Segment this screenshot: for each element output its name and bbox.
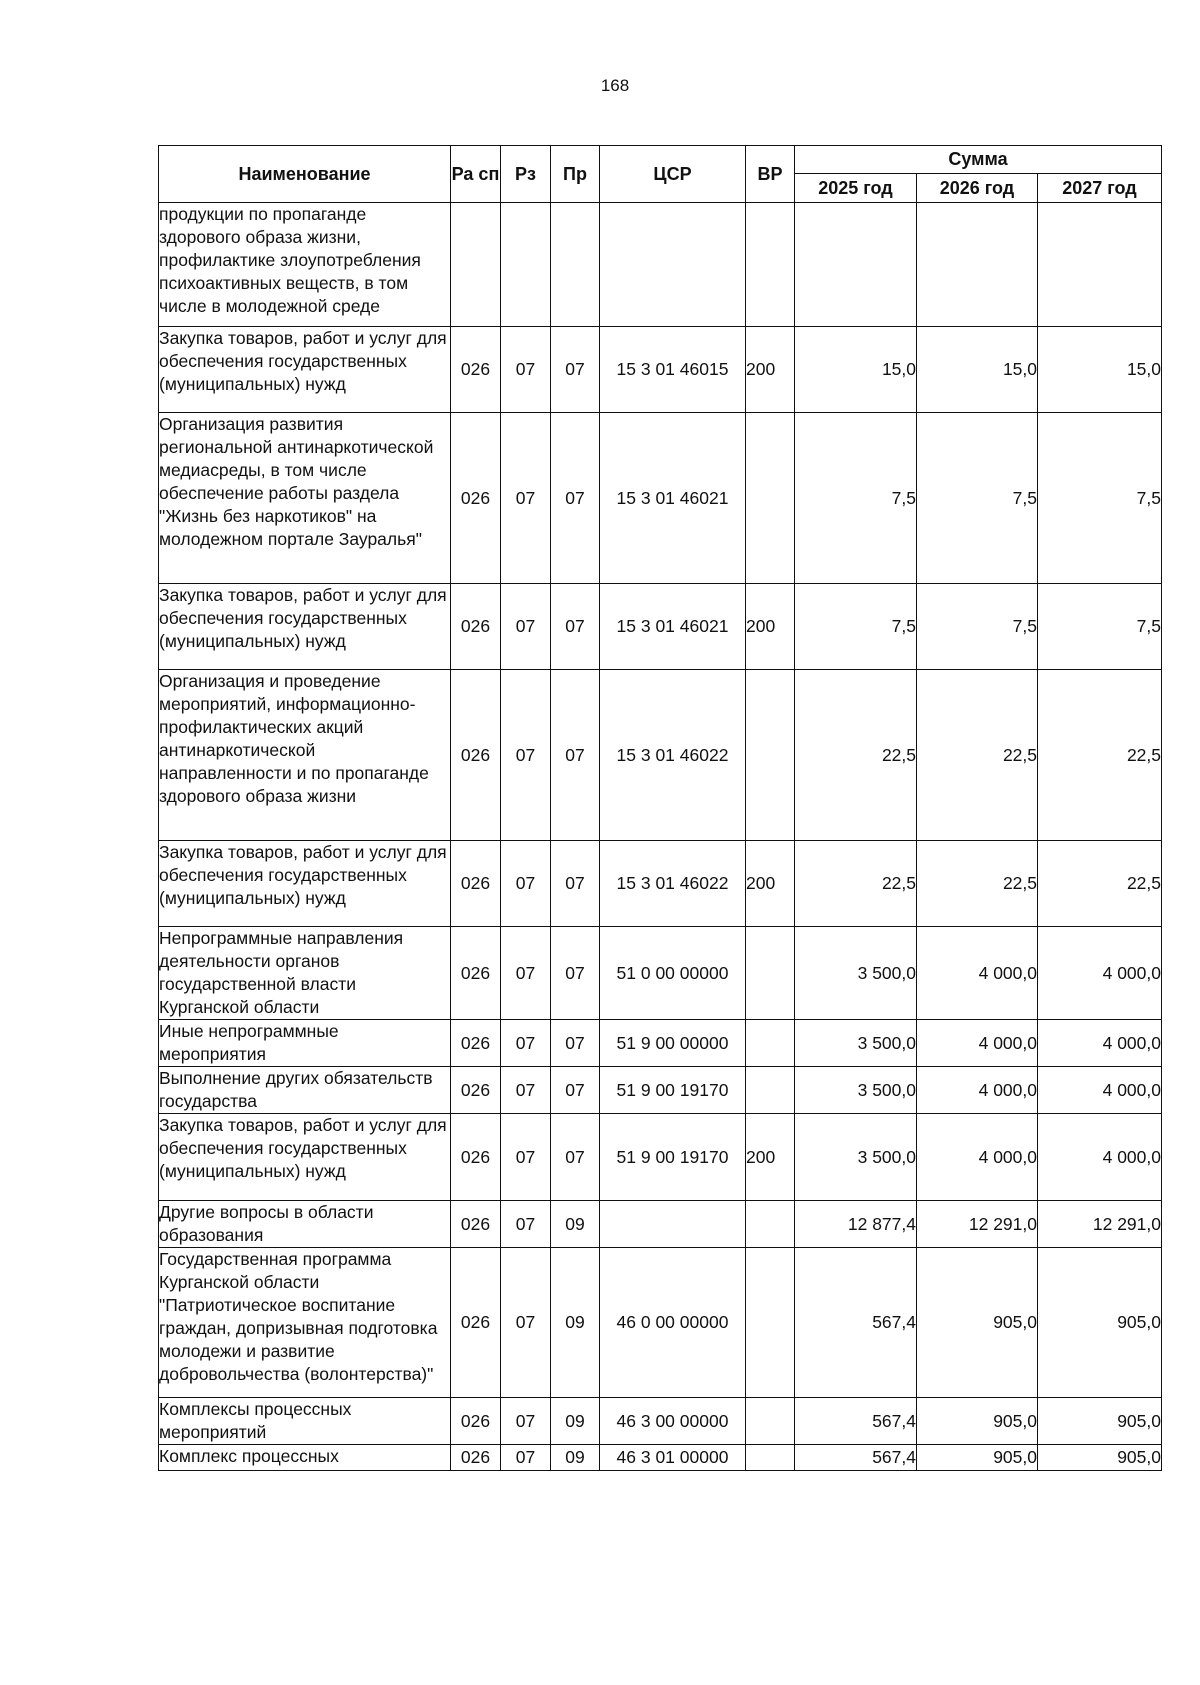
- cell-name: Закупка товаров, работ и услуг для обеспечения государственных (муниципальных) нужд: [159, 841, 451, 927]
- cell-amount-2026: 4 000,0: [917, 1114, 1038, 1201]
- cell-amount-2025: 22,5: [795, 841, 917, 927]
- cell-amount-2025: [795, 203, 917, 327]
- cell-amount-2025: 12 877,4: [795, 1201, 917, 1248]
- cell-csr: 51 9 00 19170: [600, 1114, 746, 1201]
- cell-rz: 07: [501, 413, 551, 584]
- cell-pr: 07: [551, 1067, 600, 1114]
- cell-amount-2027: 4 000,0: [1038, 927, 1162, 1020]
- cell-rz: [501, 203, 551, 327]
- cell-name: продукции по пропаганде здорового образа жизни, профилактике злоупотребления психоактивных веществ, в том числе в молодежной среде: [159, 203, 451, 327]
- page-number: 168: [600, 76, 630, 95]
- cell-pr: [551, 203, 600, 327]
- header-rz: Рз: [501, 146, 551, 203]
- cell-rz: 07: [501, 1020, 551, 1067]
- cell-vr: [746, 203, 795, 327]
- cell-vr: [746, 1067, 795, 1114]
- cell-amount-2026: 7,5: [917, 413, 1038, 584]
- cell-amount-2027: [1038, 203, 1162, 327]
- cell-vr: [746, 1020, 795, 1067]
- cell-csr: 46 0 00 00000: [600, 1248, 746, 1398]
- cell-rasp: 026: [451, 927, 501, 1020]
- cell-csr: 46 3 01 00000: [600, 1445, 746, 1471]
- budget-table: [158, 145, 1162, 1471]
- cell-rz: 07: [501, 327, 551, 413]
- cell-rz: 07: [501, 1248, 551, 1398]
- cell-csr: 15 3 01 46021: [600, 584, 746, 670]
- cell-name: Закупка товаров, работ и услуг для обеспечения государственных (муниципальных) нужд: [159, 1114, 451, 1201]
- cell-csr: 15 3 01 46015: [600, 327, 746, 413]
- cell-vr: [746, 670, 795, 841]
- table-row: [159, 1445, 1162, 1471]
- table-row: [159, 1020, 1162, 1067]
- cell-csr: 15 3 01 46022: [600, 841, 746, 927]
- cell-pr: 07: [551, 927, 600, 1020]
- cell-name: Закупка товаров, работ и услуг для обеспечения государственных (муниципальных) нужд: [159, 584, 451, 670]
- cell-name: Непрограммные направления деятельности органов государственной власти Курганской области: [159, 927, 451, 1020]
- cell-pr: 09: [551, 1445, 600, 1471]
- cell-amount-2026: 22,5: [917, 670, 1038, 841]
- cell-amount-2026: 22,5: [917, 841, 1038, 927]
- cell-pr: 09: [551, 1201, 600, 1248]
- cell-amount-2027: 905,0: [1038, 1445, 1162, 1471]
- cell-csr: [600, 1201, 746, 1248]
- cell-vr: [746, 1201, 795, 1248]
- cell-rz: 07: [501, 841, 551, 927]
- cell-amount-2025: 567,4: [795, 1248, 917, 1398]
- cell-vr: [746, 413, 795, 584]
- cell-rz: 07: [501, 927, 551, 1020]
- cell-amount-2027: 4 000,0: [1038, 1020, 1162, 1067]
- cell-csr: 51 9 00 00000: [600, 1020, 746, 1067]
- table-row: [159, 1398, 1162, 1445]
- cell-amount-2025: 567,4: [795, 1398, 917, 1445]
- cell-amount-2027: 905,0: [1038, 1248, 1162, 1398]
- cell-amount-2025: 3 500,0: [795, 1067, 917, 1114]
- cell-pr: 07: [551, 841, 600, 927]
- cell-csr: 51 0 00 00000: [600, 927, 746, 1020]
- cell-vr: [746, 1248, 795, 1398]
- cell-rasp: 026: [451, 1114, 501, 1201]
- cell-amount-2025: 567,4: [795, 1445, 917, 1471]
- cell-amount-2025: 3 500,0: [795, 1020, 917, 1067]
- cell-amount-2026: 905,0: [917, 1248, 1038, 1398]
- cell-pr: 07: [551, 1020, 600, 1067]
- cell-pr: 07: [551, 670, 600, 841]
- cell-amount-2027: 15,0: [1038, 327, 1162, 413]
- cell-name: Государственная программа Курганской области "Патриотическое воспитание граждан, допризывная подготовка молодежи и развитие добровольчества (волонтерства)": [159, 1248, 451, 1398]
- cell-name: Закупка товаров, работ и услуг для обеспечения государственных (муниципальных) нужд: [159, 327, 451, 413]
- cell-rasp: 026: [451, 1201, 501, 1248]
- cell-amount-2027: 22,5: [1038, 670, 1162, 841]
- cell-pr: 07: [551, 327, 600, 413]
- cell-amount-2027: 4 000,0: [1038, 1114, 1162, 1201]
- cell-rasp: 026: [451, 413, 501, 584]
- header-csr: ЦСР: [600, 146, 746, 203]
- cell-rasp: 026: [451, 670, 501, 841]
- cell-name: Комплексы процессных мероприятий: [159, 1398, 451, 1445]
- cell-amount-2025: 22,5: [795, 670, 917, 841]
- cell-vr: [746, 1398, 795, 1445]
- table-row: [159, 841, 1162, 927]
- header-sum: Сумма: [795, 146, 1162, 174]
- cell-name: Организация и проведение мероприятий, информационно-профилактических акций антинаркотической направленности и по пропаганде здорового образа жизни: [159, 670, 451, 841]
- cell-vr: 200: [746, 327, 795, 413]
- cell-pr: 07: [551, 584, 600, 670]
- cell-rz: 07: [501, 1114, 551, 1201]
- cell-name: Организация развития региональной антинаркотической медиасреды, в том числе обеспечение работы раздела "Жизнь без наркотиков" на молодежном портале Зауралья": [159, 413, 451, 584]
- cell-vr: [746, 1445, 795, 1471]
- cell-rz: 07: [501, 1201, 551, 1248]
- cell-amount-2026: [917, 203, 1038, 327]
- cell-amount-2027: 905,0: [1038, 1398, 1162, 1445]
- header-pr: Пр: [551, 146, 600, 203]
- cell-vr: [746, 927, 795, 1020]
- table-body: [159, 203, 1162, 1471]
- cell-csr: 15 3 01 46022: [600, 670, 746, 841]
- cell-amount-2026: 7,5: [917, 584, 1038, 670]
- cell-amount-2026: 12 291,0: [917, 1201, 1038, 1248]
- cell-amount-2026: 4 000,0: [917, 1067, 1038, 1114]
- cell-amount-2027: 22,5: [1038, 841, 1162, 927]
- table-row: [159, 927, 1162, 1020]
- header-vr: ВР: [746, 146, 795, 203]
- header-year-2025: 2025 год: [795, 174, 917, 203]
- table-row: [159, 413, 1162, 584]
- cell-rasp: 026: [451, 584, 501, 670]
- table-row: [159, 670, 1162, 841]
- cell-pr: 09: [551, 1248, 600, 1398]
- cell-amount-2025: 15,0: [795, 327, 917, 413]
- cell-amount-2025: 7,5: [795, 584, 917, 670]
- cell-name: Другие вопросы в области образования: [159, 1201, 451, 1248]
- table-row: [159, 1201, 1162, 1248]
- cell-vr: 200: [746, 584, 795, 670]
- cell-pr: 07: [551, 413, 600, 584]
- table-row: [159, 1067, 1162, 1114]
- cell-amount-2027: 12 291,0: [1038, 1201, 1162, 1248]
- cell-rz: 07: [501, 1398, 551, 1445]
- table-row: [159, 1248, 1162, 1398]
- cell-vr: 200: [746, 841, 795, 927]
- cell-rasp: [451, 203, 501, 327]
- cell-rasp: 026: [451, 1398, 501, 1445]
- cell-amount-2027: 4 000,0: [1038, 1067, 1162, 1114]
- cell-pr: 07: [551, 1114, 600, 1201]
- cell-amount-2026: 905,0: [917, 1445, 1038, 1471]
- cell-rz: 07: [501, 670, 551, 841]
- cell-rasp: 026: [451, 1248, 501, 1398]
- cell-amount-2025: 3 500,0: [795, 1114, 917, 1201]
- cell-rasp: 026: [451, 841, 501, 927]
- header-name: Наименование: [159, 146, 451, 203]
- cell-amount-2027: 7,5: [1038, 413, 1162, 584]
- cell-rz: 07: [501, 584, 551, 670]
- cell-pr: 09: [551, 1398, 600, 1445]
- cell-csr: 15 3 01 46021: [600, 413, 746, 584]
- cell-name: Выполнение других обязательств государства: [159, 1067, 451, 1114]
- cell-amount-2026: 905,0: [917, 1398, 1038, 1445]
- cell-amount-2026: 4 000,0: [917, 1020, 1038, 1067]
- header-rasp: Ра сп: [451, 146, 501, 203]
- cell-amount-2027: 7,5: [1038, 584, 1162, 670]
- table-row: [159, 584, 1162, 670]
- cell-csr: 51 9 00 19170: [600, 1067, 746, 1114]
- cell-amount-2026: 4 000,0: [917, 927, 1038, 1020]
- cell-name: Иные непрограммные мероприятия: [159, 1020, 451, 1067]
- cell-csr: [600, 203, 746, 327]
- cell-amount-2025: 7,5: [795, 413, 917, 584]
- cell-rz: 07: [501, 1067, 551, 1114]
- cell-rasp: 026: [451, 1020, 501, 1067]
- cell-name: Комплекс процессных: [159, 1445, 451, 1471]
- cell-rz: 07: [501, 1445, 551, 1471]
- table-row: [159, 1114, 1162, 1201]
- cell-amount-2025: 3 500,0: [795, 927, 917, 1020]
- cell-rasp: 026: [451, 1067, 501, 1114]
- header-year-2027: 2027 год: [1038, 174, 1162, 203]
- cell-rasp: 026: [451, 327, 501, 413]
- table-row: [159, 327, 1162, 413]
- cell-vr: 200: [746, 1114, 795, 1201]
- cell-amount-2026: 15,0: [917, 327, 1038, 413]
- table-header: [159, 146, 1162, 203]
- cell-rasp: 026: [451, 1445, 501, 1471]
- header-year-2026: 2026 год: [917, 174, 1038, 203]
- cell-csr: 46 3 00 00000: [600, 1398, 746, 1445]
- table-row: [159, 203, 1162, 327]
